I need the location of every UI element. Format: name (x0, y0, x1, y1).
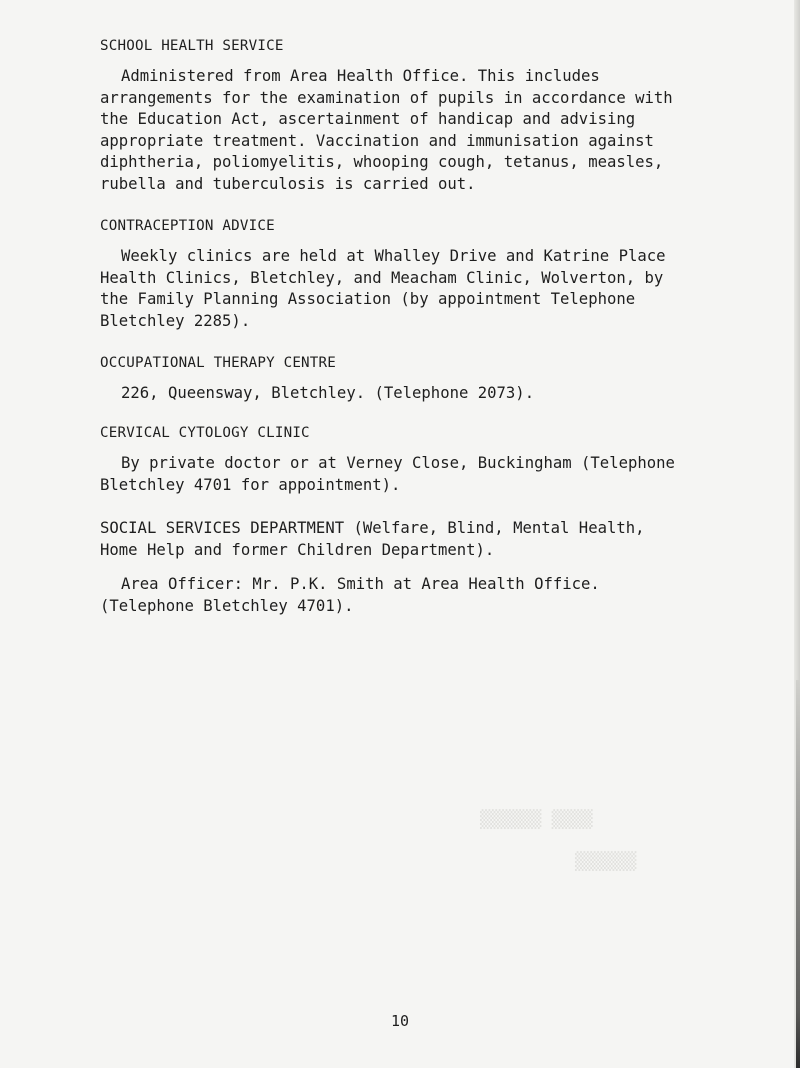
bleed-through-mark: ▒▒▒▒▒▒ (575, 852, 637, 872)
section-heading-occupational-therapy: OCCUPATIONAL THERAPY CENTRE (100, 355, 337, 371)
section-heading-school-health: SCHOOL HEALTH SERVICE (100, 38, 284, 54)
section-line-social-services: SOCIAL SERVICES DEPARTMENT (Welfare, Blind, Mental Health, (100, 519, 645, 537)
section-line: the Education Act, ascertainment of handicap and advising (100, 110, 636, 128)
section-line: Weekly clinics are held at Whalley Drive and Katrine Place (121, 247, 666, 265)
section-line: Bletchley 4701 for appointment). (100, 475, 401, 494)
section-line: rubella and tuberculosis is carried out. (100, 174, 476, 193)
section-line: Home Help and former Children Department). (100, 540, 495, 559)
section-line: Health Clinics, Bletchley, and Meacham Clinic, Wolverton, by (100, 268, 664, 287)
section-heading-cervical-cytology: CERVICAL CYTOLOGY CLINIC (100, 425, 310, 441)
section-line: Bletchley 2285). (100, 311, 251, 330)
section-line: the Family Planning Association (by appointment Telephone (100, 290, 636, 308)
section-line: appropriate treatment. Vaccination and immunisation against (100, 131, 654, 150)
section-line: diphtheria, poliomyelitis, whooping cough, tetanus, measles, (100, 153, 664, 171)
section-line: By private doctor or at Verney Close, Buckingham (Telephone (121, 454, 675, 472)
section-line-area-officer: Area Officer: Mr. P.K. Smith at Area Health Office. (121, 575, 600, 593)
page-number: 10 (390, 1012, 410, 1030)
bleed-through-mark: ▒▒▒▒ ▒▒▒▒▒▒ (480, 810, 593, 830)
section-line: arrangements for the examination of pupils in accordance with (100, 88, 673, 107)
section-heading-contraception: CONTRACEPTION ADVICE (100, 218, 275, 234)
section-line: Administered from Area Health Office. This includes (121, 67, 600, 85)
section-line: (Telephone Bletchley 4701). (100, 596, 354, 615)
page-edge-dark (796, 680, 800, 1068)
section-line: 226, Queensway, Bletchley. (Telephone 2073). (121, 384, 535, 402)
